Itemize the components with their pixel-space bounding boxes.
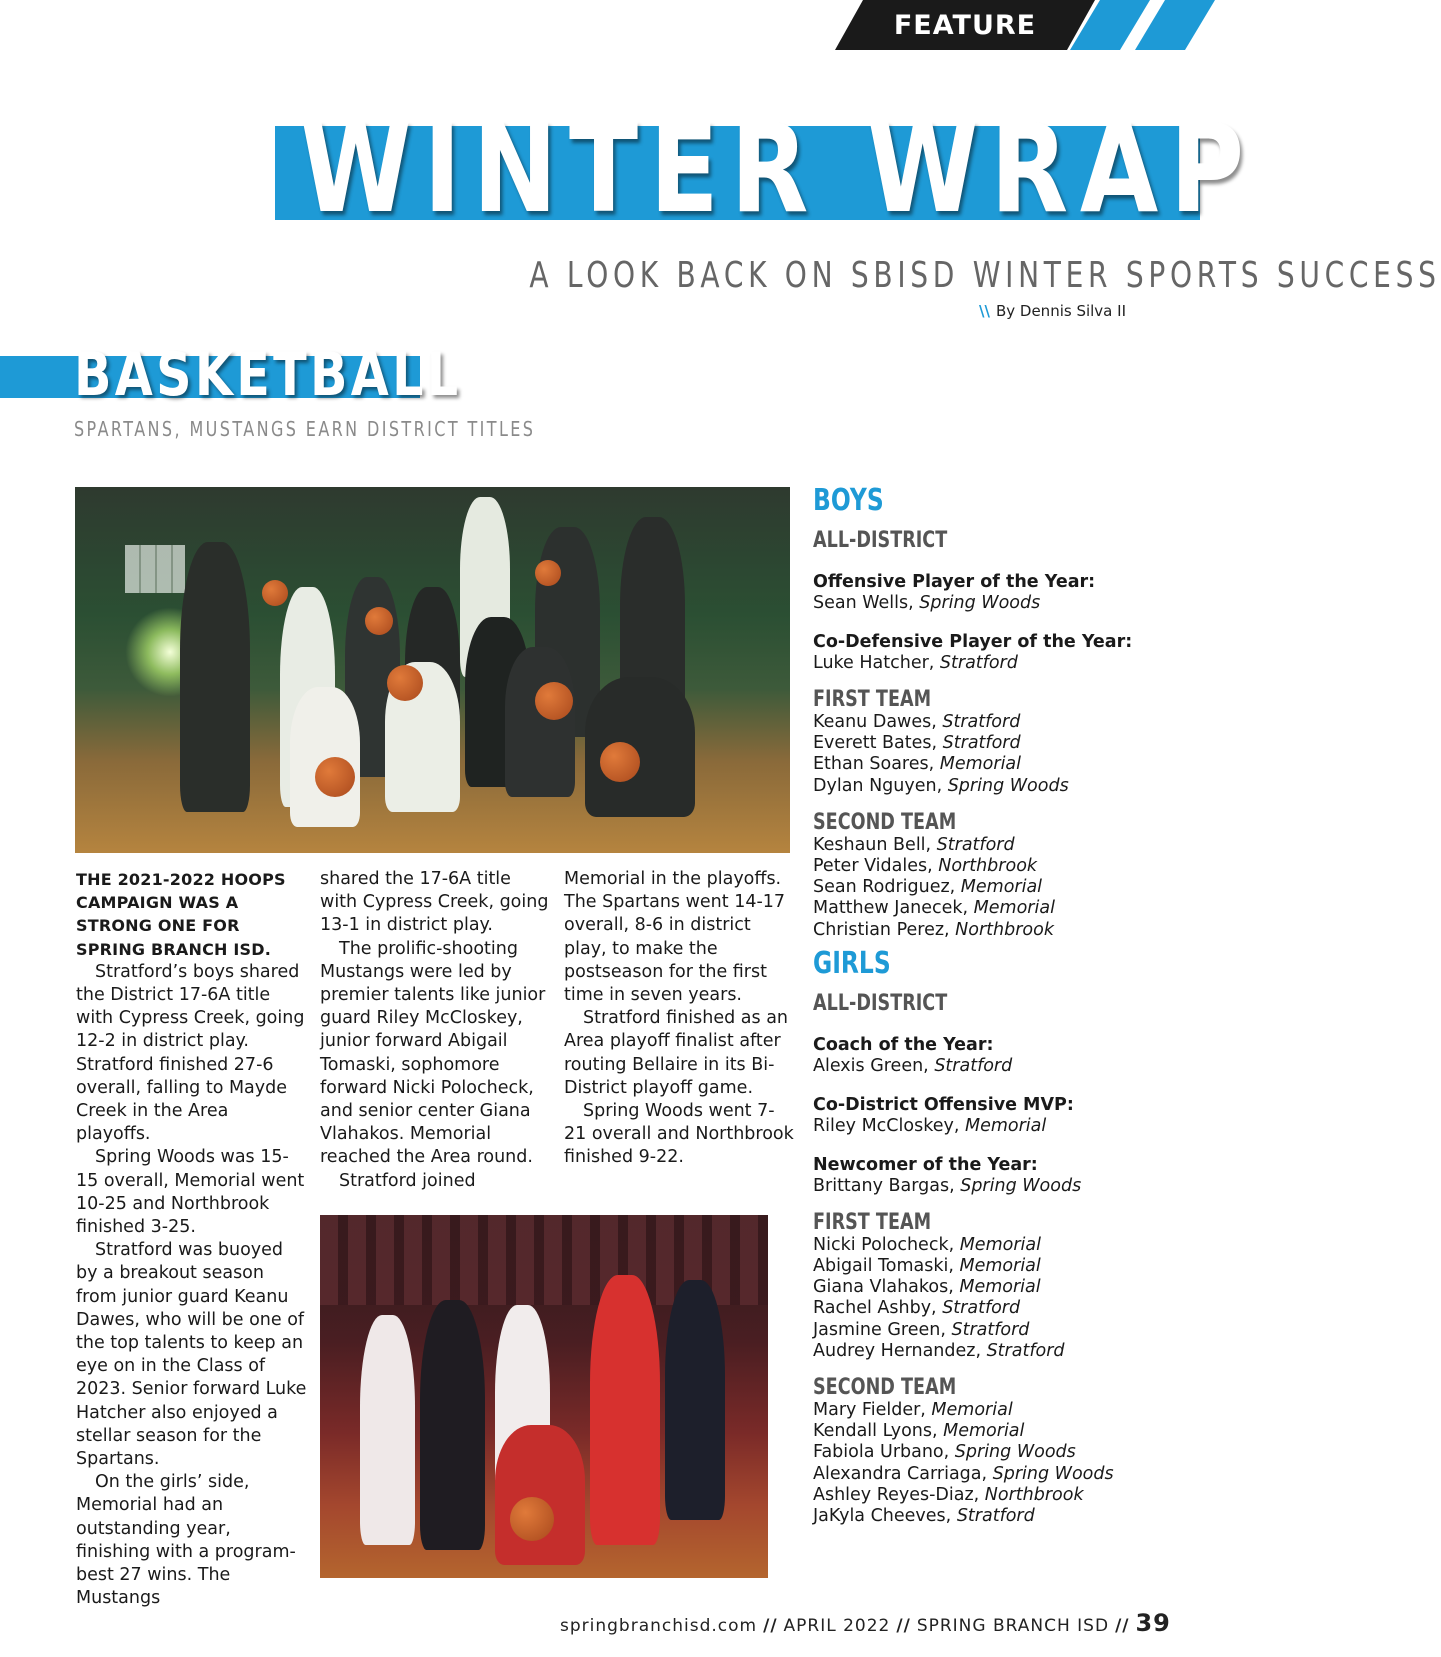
player-school: Memorial	[959, 1256, 1041, 1277]
award-name: Alexis Green,	[813, 1055, 935, 1076]
footer-separator: //	[763, 1616, 778, 1636]
feature-label: FEATURE	[893, 10, 1037, 41]
footer-separator: //	[896, 1616, 911, 1636]
list-item	[813, 1341, 1200, 1362]
boys-second-team-heading: SECOND TEAM	[813, 809, 957, 835]
list-item	[813, 754, 1200, 775]
player-name: Abigail Tomaski,	[813, 1256, 960, 1277]
player-name: Matthew Janecek,	[813, 898, 974, 919]
page-subtitle: A LOOK BACK ON SBISD WINTER SPORTS SUCCESS	[529, 255, 1441, 296]
player-school: Stratford	[942, 712, 1021, 732]
player-school: Memorial	[931, 1400, 1013, 1421]
article-paragraph: The prolific-shooting Mustangs were led by premier talents like junior guard Riley McCloskey, junior forward Abigail Tomaski, sophomore forward Nicki Polocheck, and senior center Giana Vlahakos. Memorial reached the Area round.	[320, 938, 546, 1168]
byline-mark: \\	[979, 302, 990, 320]
player-school: Northbrook	[984, 1484, 1084, 1505]
list-item	[813, 733, 1200, 754]
player-figure	[420, 1300, 485, 1550]
girls-first-team-heading: FIRST TEAM	[813, 1209, 932, 1235]
list-item	[813, 1421, 1200, 1442]
feature-tab	[835, 0, 1200, 50]
list-item	[813, 856, 1200, 877]
article-paragraph: Spring Woods went 7-21 overall and Northbrook finished 9-22.	[564, 1101, 794, 1168]
player-school: Memorial	[959, 1277, 1041, 1298]
boys-team-photo	[75, 487, 790, 853]
award-name: Riley McCloskey,	[813, 1115, 965, 1136]
page-footer	[560, 1608, 1171, 1638]
player-school: Spring Woods	[992, 1463, 1114, 1484]
award-entry	[813, 1155, 1200, 1197]
girls-second-team-heading: SECOND TEAM	[813, 1375, 957, 1401]
player-name: Fabiola Urbano,	[813, 1442, 955, 1463]
footer-district: SPRING BRANCH ISD	[916, 1616, 1110, 1636]
article-column-1	[76, 868, 308, 1611]
award-name: Sean Wells,	[813, 593, 920, 613]
footer-site: springbranchisd.com	[560, 1616, 758, 1636]
article-paragraph: shared the 17-6A title with Cypress Creek, going 13-1 in district play.	[320, 869, 549, 936]
article-paragraph: Stratford’s boys shared the District 17-6A title with Cypress Creek, going 12-2 in district play. Stratford finished 27-6 overall, falling to Mayde Creek in the Area playoffs.	[76, 961, 305, 1145]
article-paragraph: Stratford finished as an Area playoff finalist after routing Bellaire in its Bi-District playoff game.	[564, 1008, 789, 1098]
player-school: Stratford	[942, 1298, 1021, 1319]
award-name: Brittany Bargas,	[813, 1175, 961, 1196]
list-item	[813, 712, 1200, 733]
article-paragraph: Stratford joined	[339, 1170, 476, 1191]
player-school: Stratford	[942, 733, 1021, 754]
player-school: Stratford	[936, 834, 1015, 855]
player-school: Northbrook	[938, 856, 1038, 877]
player-name: Ashley Reyes-Diaz,	[813, 1484, 985, 1505]
player-name: Mary Fielder,	[813, 1400, 932, 1421]
girls-team-photo	[320, 1215, 768, 1578]
player-figure	[360, 1315, 415, 1545]
basketball	[600, 742, 640, 782]
player-school: Stratford	[951, 1319, 1030, 1340]
player-school: Memorial	[939, 754, 1022, 775]
section-subtitle: SPARTANS, MUSTANGS EARN DISTRICT TITLES	[74, 417, 536, 441]
list-item	[813, 1298, 1200, 1319]
girls-all-district-heading: ALL-DISTRICT	[813, 990, 948, 1016]
basketball	[315, 757, 355, 797]
list-item	[813, 1235, 1200, 1256]
player-school: Spring Woods	[954, 1442, 1076, 1463]
all-district-sidebar	[813, 484, 1200, 1527]
list-item	[813, 1320, 1200, 1341]
article-paragraph: Stratford was buoyed by a breakout season from junior guard Keanu Dawes, who will be one of the top talents to keep an eye on in the Class of 2023. Senior forward Luke Hatcher also enjoyed a stellar season for the Spartans.	[76, 1240, 307, 1470]
basketball	[262, 580, 288, 606]
list-item	[813, 776, 1200, 797]
list-item	[813, 1464, 1200, 1485]
page-number: 39	[1135, 1609, 1171, 1637]
player-figure	[590, 1275, 660, 1545]
award-school: Spring Woods	[960, 1175, 1082, 1196]
award-title: Offensive Player of the Year:	[813, 572, 1096, 592]
basketball	[535, 560, 561, 586]
player-figure	[290, 687, 360, 827]
byline	[870, 300, 1126, 322]
player-school: Stratford	[956, 1506, 1035, 1527]
page-title: WINTER WRAP	[300, 98, 1256, 240]
award-entry	[813, 572, 1200, 614]
boys-heading: BOYS	[813, 483, 884, 518]
list-item	[813, 1506, 1200, 1527]
player-name: Kendall Lyons,	[813, 1421, 944, 1442]
article-column-2	[320, 868, 552, 1193]
player-name: Dylan Nguyen,	[813, 775, 948, 796]
player-figure	[180, 542, 250, 812]
player-school: Memorial	[960, 877, 1043, 898]
award-school: Stratford	[939, 653, 1018, 673]
article-paragraph: Spring Woods was 15-15 overall, Memorial went 10-25 and Northbrook finished 3-25.	[76, 1147, 305, 1238]
player-name: Jasmine Green,	[813, 1319, 952, 1340]
award-title: Newcomer of the Year:	[813, 1154, 1038, 1175]
player-name: Keanu Dawes,	[813, 712, 943, 732]
award-school: Spring Woods	[919, 593, 1041, 613]
player-name: Alexandra Carriaga,	[813, 1463, 993, 1484]
player-name: Christian Perez,	[813, 919, 956, 940]
player-figure	[505, 647, 575, 797]
player-name: Nicki Polocheck,	[813, 1234, 960, 1255]
player-school: Memorial	[943, 1421, 1025, 1442]
basketball	[535, 682, 573, 720]
player-name: JaKyla Cheeves,	[813, 1506, 957, 1527]
list-item	[813, 920, 1200, 941]
footer-separator: //	[1115, 1616, 1130, 1636]
list-item	[813, 898, 1200, 919]
list-item	[813, 1400, 1200, 1421]
article-column-3	[564, 868, 796, 1170]
girls-heading: GIRLS	[813, 945, 891, 981]
player-school: Northbrook	[955, 919, 1054, 940]
player-name: Peter Vidales,	[813, 856, 939, 877]
player-name: Sean Rodriguez,	[813, 877, 961, 898]
article-paragraph: On the girls’ side, Memorial had an outstanding year, finishing with a program-best 27 wins. The Mustangs	[76, 1472, 296, 1609]
section-title: BASKETBALL	[74, 340, 462, 410]
photo-window	[125, 545, 185, 593]
list-item	[813, 835, 1200, 856]
award-title: Co-Defensive Player of the Year:	[813, 632, 1133, 652]
list-item	[813, 877, 1200, 898]
article-paragraph: Memorial in the playoffs. The Spartans went 14-17 overall, 8-6 in district play, to make the postseason for the first time in seven years.	[564, 869, 786, 1006]
player-school: Spring Woods	[947, 775, 1069, 796]
award-school: Memorial	[964, 1115, 1047, 1136]
award-entry	[813, 1095, 1200, 1137]
player-name: Giana Vlahakos,	[813, 1277, 960, 1298]
player-school: Memorial	[973, 898, 1055, 919]
award-entry	[813, 1035, 1200, 1077]
accent-stripe	[1135, 0, 1215, 50]
player-name: Everett Bates,	[813, 733, 943, 754]
player-figure	[585, 677, 695, 817]
basketball	[510, 1497, 554, 1541]
article-lead: THE 2021-2022 HOOPS CAMPAIGN WAS A STRONG ONE FOR SPRING BRANCH ISD.	[76, 870, 286, 959]
basketball	[365, 607, 393, 635]
footer-date: APRIL 2022	[783, 1616, 891, 1636]
list-item	[813, 1485, 1200, 1506]
player-school: Memorial	[959, 1234, 1041, 1255]
award-title: Co-District Offensive MVP:	[813, 1094, 1074, 1115]
award-school: Stratford	[934, 1055, 1013, 1076]
player-figure	[665, 1280, 725, 1520]
boys-all-district-heading: ALL-DISTRICT	[813, 528, 948, 553]
list-item	[813, 1256, 1200, 1277]
byline-author: By Dennis Silva II	[995, 302, 1126, 320]
basketball	[387, 665, 423, 701]
list-item	[813, 1277, 1200, 1298]
player-name: Ethan Soares,	[813, 754, 940, 775]
player-name: Keshaun Bell,	[813, 834, 937, 855]
list-item	[813, 1442, 1200, 1463]
player-name: Rachel Ashby,	[813, 1298, 943, 1319]
award-name: Luke Hatcher,	[813, 653, 940, 673]
boys-first-team-heading: FIRST TEAM	[813, 687, 932, 712]
player-figure	[495, 1425, 585, 1565]
award-title: Coach of the Year:	[813, 1034, 994, 1055]
player-name: Audrey Hernandez,	[813, 1340, 987, 1361]
award-entry	[813, 632, 1200, 674]
player-school: Stratford	[986, 1340, 1065, 1361]
